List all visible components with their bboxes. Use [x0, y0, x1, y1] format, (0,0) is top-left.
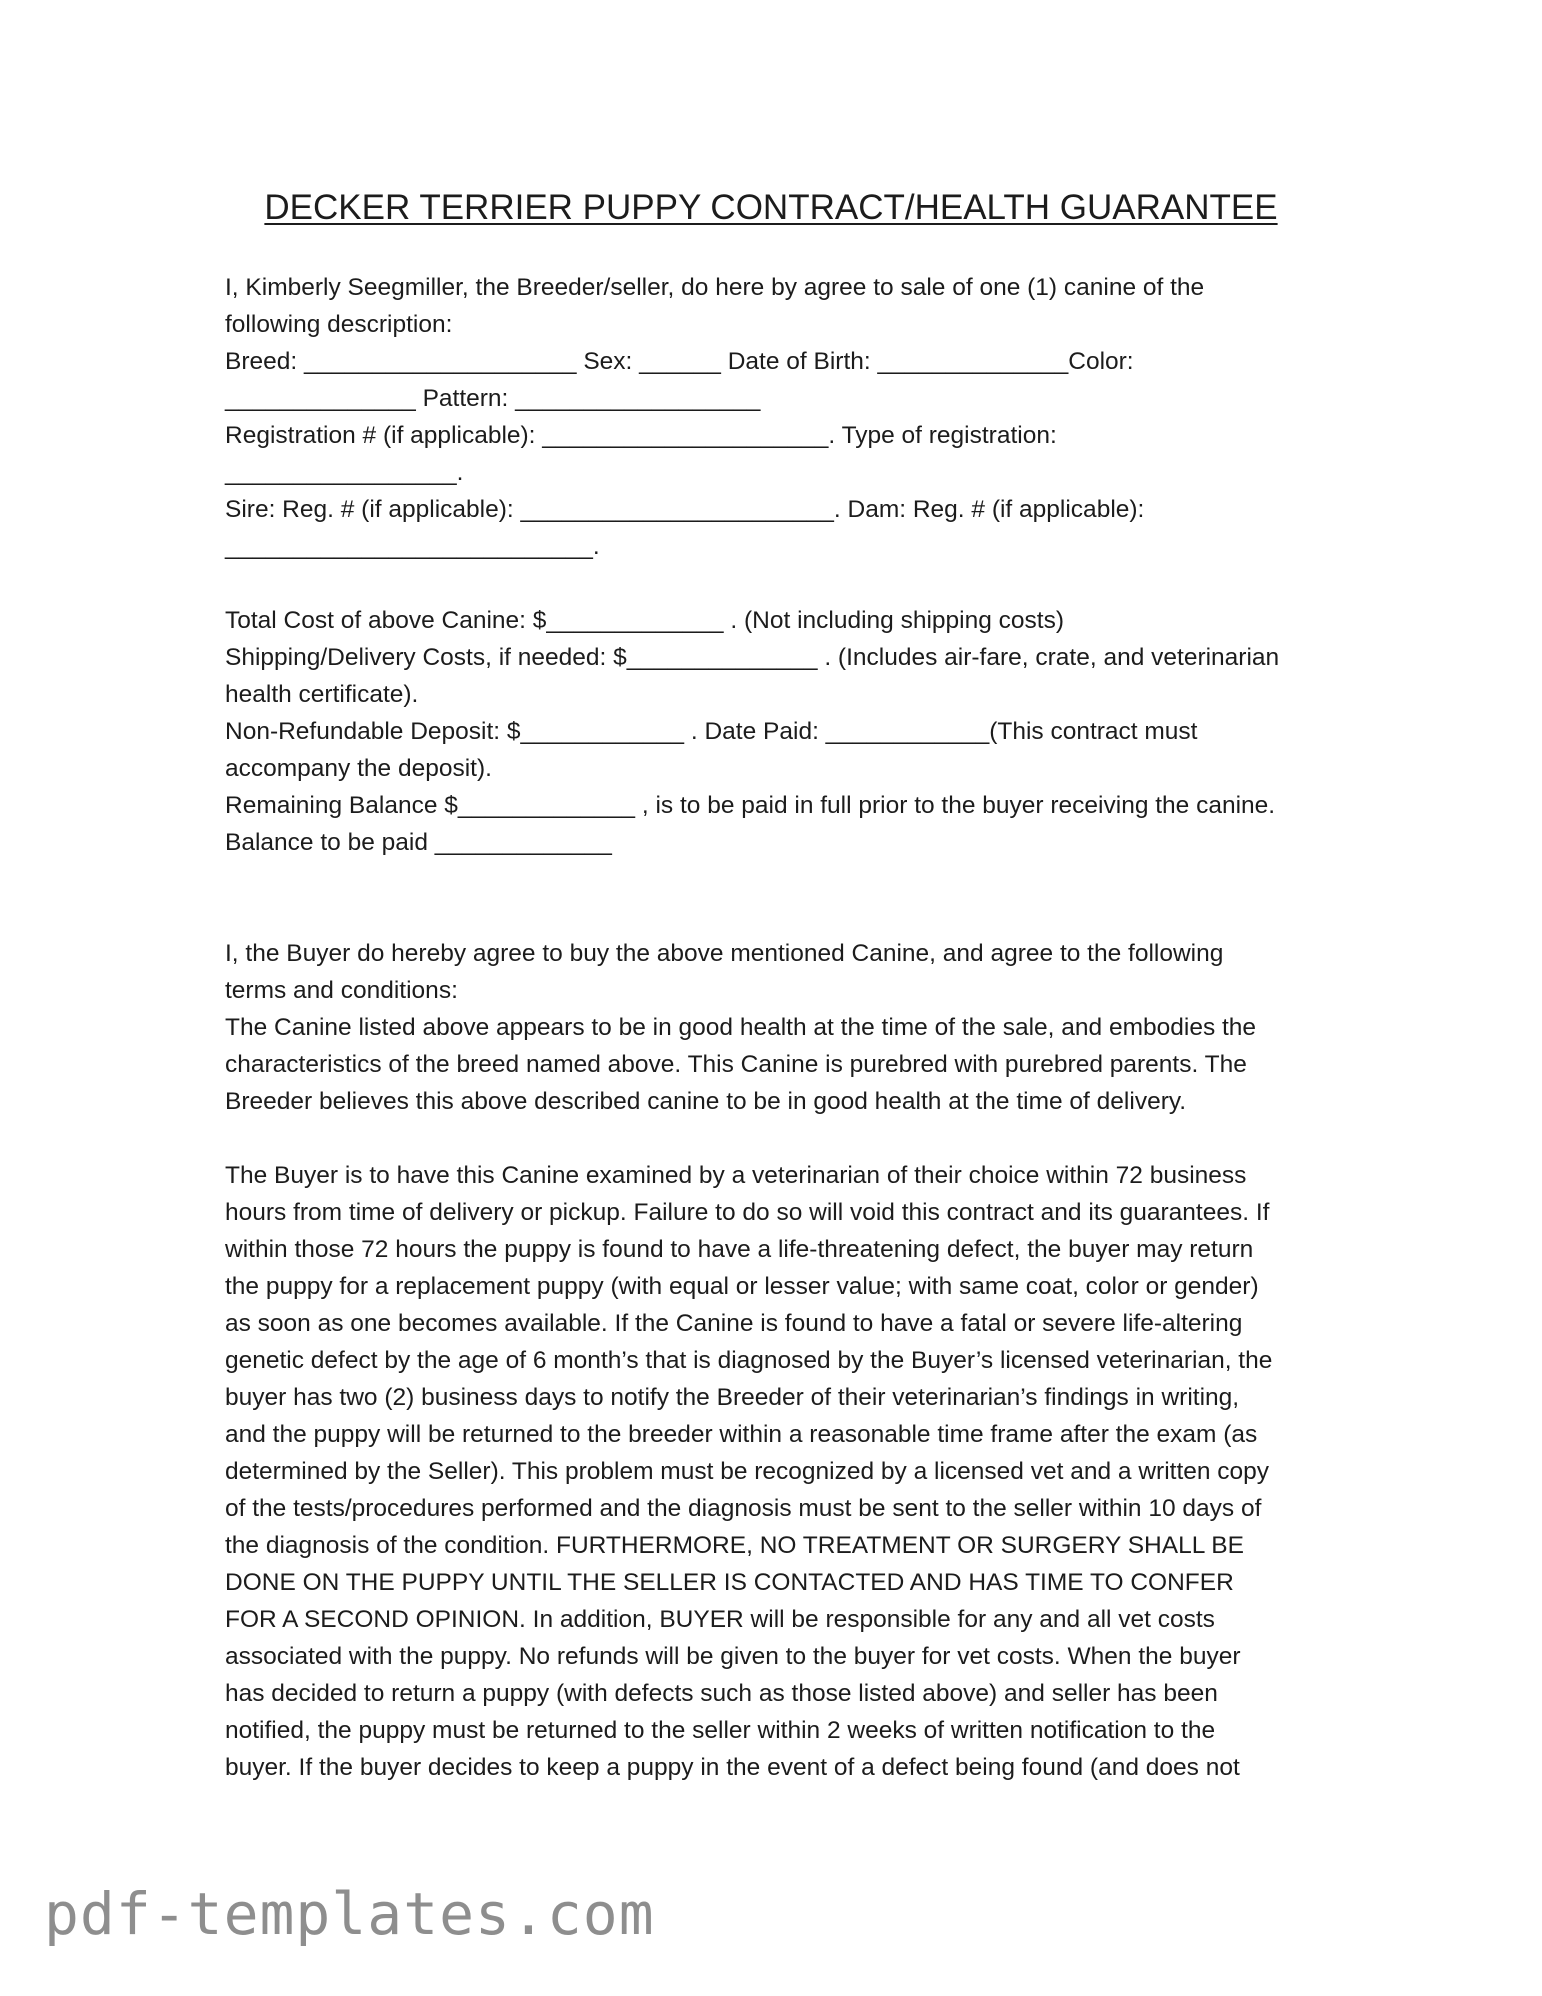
body-line: Breed: ____________________ Sex: ______ Date of Birth: ______________Color: [225, 348, 1134, 375]
body-line: of the tests/procedures performed and the diagnosis must be sent to the seller within 10 days of [225, 1495, 1262, 1522]
body-line: ______________ Pattern: __________________ [225, 385, 761, 412]
body-line: notified, the puppy must be returned to the seller within 2 weeks of written notification to the [225, 1717, 1216, 1744]
body-line: Registration # (if applicable): _____________________. Type of registration: [225, 422, 1057, 449]
body-line: ___________________________. [225, 533, 600, 560]
body-line: FOR A SECOND OPINION. In addition, BUYER will be responsible for any and all vet costs [225, 1606, 1215, 1633]
body-line: following description: [225, 311, 453, 338]
body-line: Total Cost of above Canine: $_____________ . (Not including shipping costs) [225, 607, 1064, 634]
body-line: The Buyer is to have this Canine examined by a veterinarian of their choice within 72 business [225, 1162, 1247, 1189]
body-line: Non-Refundable Deposit: $____________ . Date Paid: ____________(This contract must [225, 718, 1198, 745]
body-line: characteristics of the breed named above. This Canine is purebred with purebred parents. The [225, 1051, 1247, 1078]
body-line: as soon as one becomes available. If the Canine is found to have a fatal or severe life-altering [225, 1310, 1243, 1337]
body-line: terms and conditions: [225, 977, 458, 1004]
body-line: hours from time of delivery or pickup. Failure to do so will void this contract and its guarantees. If [225, 1199, 1270, 1226]
body-line: Sire: Reg. # (if applicable): _______________________. Dam: Reg. # (if applicable): [225, 496, 1145, 523]
body-line: Breeder believes this above described canine to be in good health at the time of delivery. [225, 1088, 1187, 1115]
document-title: DECKER TERRIER PUPPY CONTRACT/HEALTH GUARANTEE [264, 188, 1278, 227]
body-line: _________________. [225, 459, 464, 486]
body-line: Remaining Balance $_____________ , is to be paid in full prior to the buyer receiving the canine. [225, 792, 1276, 819]
watermark: pdf-templates.com [44, 1880, 655, 1948]
body-line: the diagnosis of the condition. FURTHERMORE, NO TREATMENT OR SURGERY SHALL BE [225, 1532, 1244, 1559]
body-line: I, Kimberly Seegmiller, the Breeder/seller, do here by agree to sale of one (1) canine of the [225, 274, 1205, 301]
body-line: I, the Buyer do hereby agree to buy the above mentioned Canine, and agree to the following [225, 940, 1224, 967]
body-line: genetic defect by the age of 6 month’s that is diagnosed by the Buyer’s licensed veterinarian, the [225, 1347, 1273, 1374]
body-line: buyer. If the buyer decides to keep a puppy in the event of a defect being found (and does not [225, 1754, 1240, 1781]
body-line: The Canine listed above appears to be in good health at the time of the sale, and embodies the [225, 1014, 1257, 1041]
body-line: DONE ON THE PUPPY UNTIL THE SELLER IS CONTACTED AND HAS TIME TO CONFER [225, 1569, 1234, 1596]
body-line: determined by the Seller). This problem must be recognized by a licensed vet and a written copy [225, 1458, 1270, 1485]
body-line: buyer has two (2) business days to notify the Breeder of their veterinarian’s findings in writing, [225, 1384, 1240, 1411]
body-line: has decided to return a puppy (with defects such as those listed above) and seller has been [225, 1680, 1218, 1707]
body-line: accompany the deposit). [225, 755, 492, 782]
body-line: health certificate). [225, 681, 419, 708]
body-line: within those 72 hours the puppy is found to have a life-threatening defect, the buyer may return [225, 1236, 1254, 1263]
body-line: and the puppy will be returned to the breeder within a reasonable time frame after the exam (as [225, 1421, 1258, 1448]
body-line: Shipping/Delivery Costs, if needed: $______________ . (Includes air-fare, crate, and veterinarian [225, 644, 1280, 671]
body-line: Balance to be paid _____________ [225, 829, 612, 856]
body-line: the puppy for a replacement puppy (with equal or lesser value; with same coat, color or gender) [225, 1273, 1259, 1300]
body-line: associated with the puppy. No refunds will be given to the buyer for vet costs. When the buyer [225, 1643, 1241, 1670]
